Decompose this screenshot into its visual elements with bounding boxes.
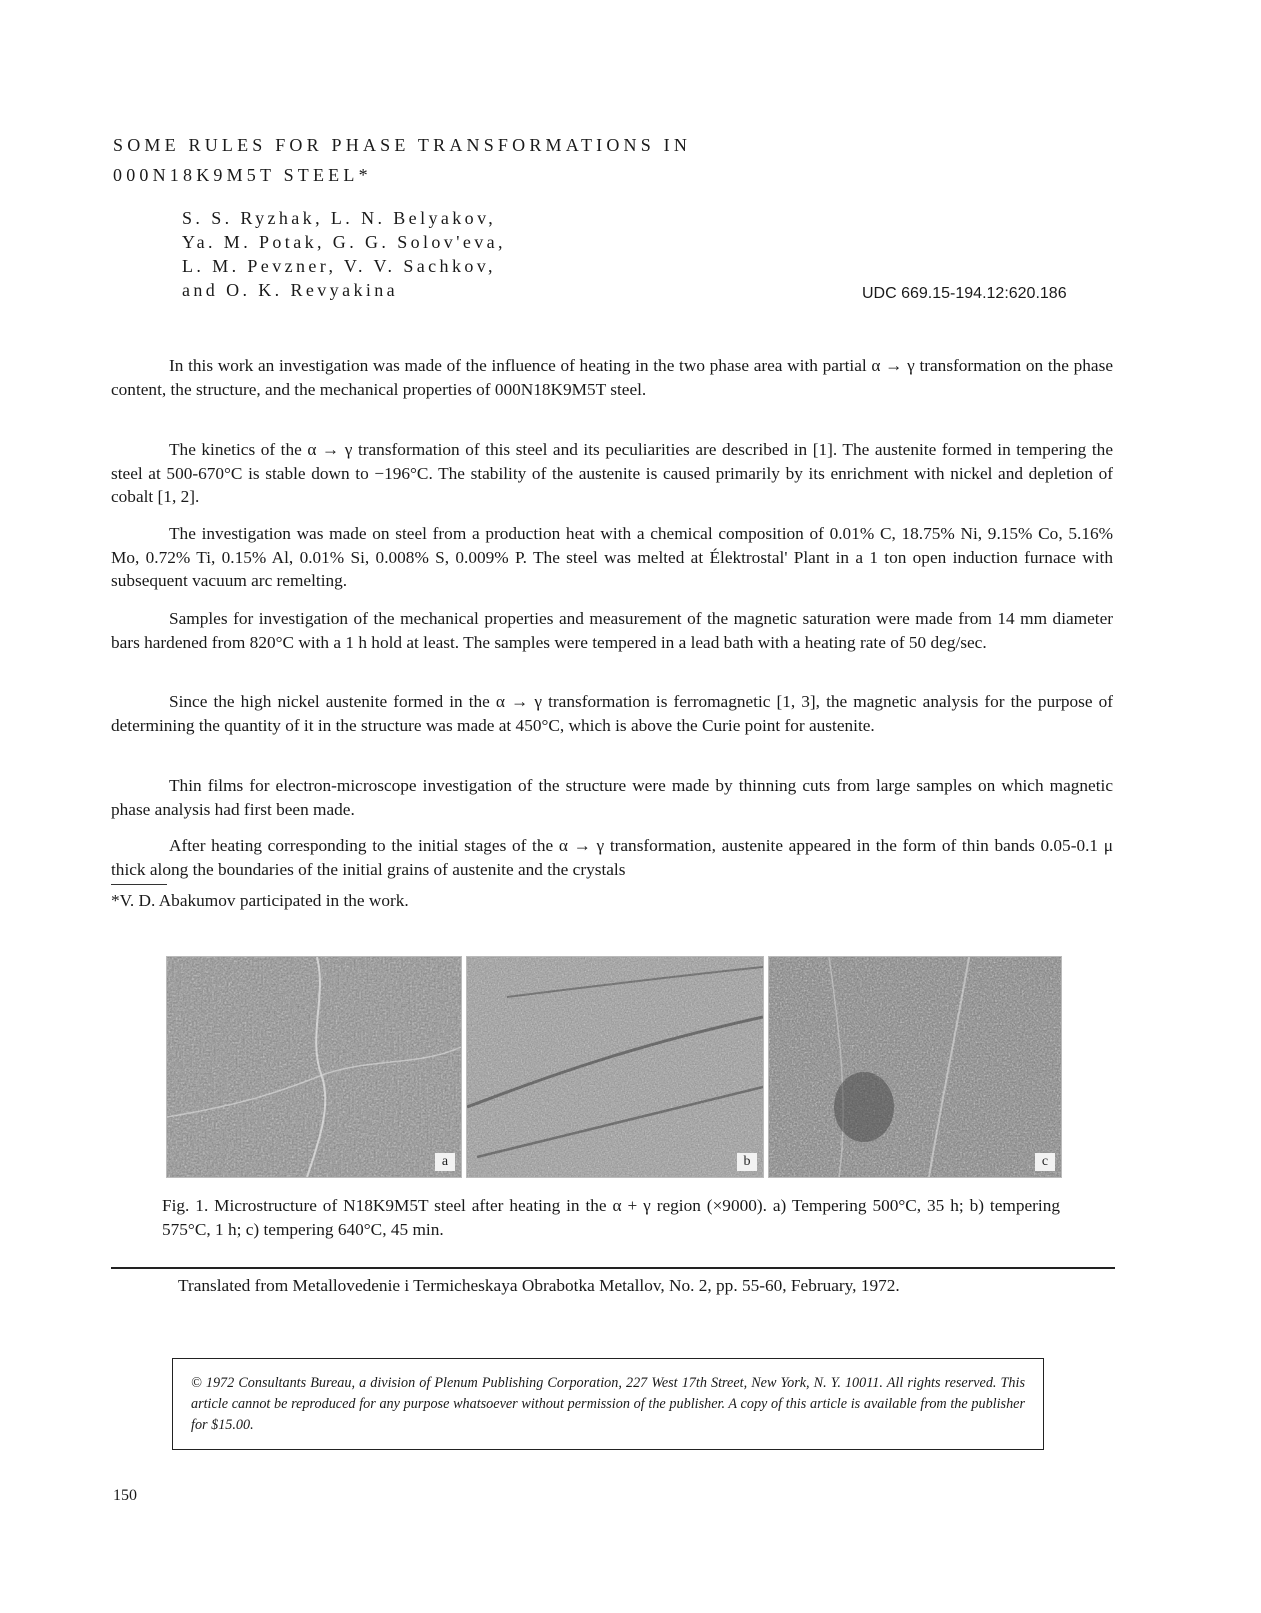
paragraph-intro: In this work an investigation was made of the influence of heating in the two phase area with partial α → γ transformation on the phase content, the structure, and the mechanical properties of 000N18K9M5T steel. xyxy=(111,356,1113,399)
micrograph-b xyxy=(466,956,764,1178)
paragraph-thin-films: Thin films for electron-microscope investigation of the structure were made by thinning cuts from large samples on which magnetic phase analysis had first been made. xyxy=(111,776,1113,819)
author-line: and O. K. Revyakina xyxy=(182,280,399,300)
udc-code: UDC 669.15-194.12:620.186 xyxy=(862,285,1067,302)
footnote: *V. D. Abakumov participated in the work. xyxy=(111,891,409,910)
paragraph-magnetic: Since the high nickel austenite formed in the α → γ transformation is ferromagnetic [1, 3], the magnetic analysis for the purpose of determining the quantity of it in the structure was made at 450°C, which is above the Curie point for austenite. xyxy=(111,692,1113,735)
paragraph-heating: After heating corresponding to the initial stages of the α → γ transformation, austenite appeared in the form of thin bands 0.05-0.1 μ thick along the boundaries of the initial grains of austenite and the crystals xyxy=(111,836,1113,879)
article-title xyxy=(113,130,691,190)
author-line: S. S. Ryzhak, L. N. Belyakov, xyxy=(182,208,497,228)
micrograph-c xyxy=(768,956,1062,1178)
copyright-text: © 1972 Consultants Bureau, a division of Plenum Publishing Corporation, 227 West 17th Street, New York, N. Y. 10011. All rights reserved. This article cannot be reproduced for any purpose whatsoever without permission of the publisher. A copy of this article is available from the publisher for $15.00. xyxy=(191,1375,1025,1433)
paragraph-samples: Samples for investigation of the mechanical properties and measurement of the magnetic saturation were made from 14 mm diameter bars hardened from 820°C with a 1 h hold at least. The samples were tempered in a lead bath with a heating rate of 50 deg/sec. xyxy=(111,609,1113,652)
author-line: L. M. Pevzner, V. V. Sachkov, xyxy=(182,256,496,276)
translation-rule xyxy=(111,1267,1115,1269)
micrograph-label-b: b xyxy=(737,1153,757,1171)
micrograph-label-c: c xyxy=(1035,1153,1055,1171)
paragraph-kinetics: The kinetics of the α → γ transformation of this steel and its peculiarities are described in [1]. The austenite formed in tempering the steel at 500-670°C is stable down to −196°C. The stability of the austenite is caused primarily by its enrichment with nickel and depletion of cobalt [1, 2]. xyxy=(111,440,1113,506)
micrograph-a-texture xyxy=(167,957,461,1177)
author-line: Ya. M. Potak, G. G. Solov'eva, xyxy=(182,232,506,252)
paragraph-composition: The investigation was made on steel from a production heat with a chemical composition of 0.01% C, 18.75% Ni, 9.15% Co, 5.16% Mo, 0.72% Ti, 0.15% Al, 0.01% Si, 0.008% S, 0.009% P. The steel was melted at Élektrostal' Plant in a 1 ton open induction furnace with subsequent vacuum arc remelting. xyxy=(111,524,1113,590)
copyright-box xyxy=(172,1358,1044,1450)
page-number: 150 xyxy=(113,1487,137,1504)
micrograph-label-a: a xyxy=(435,1153,455,1171)
translation-note: Translated from Metallovedenie i Termicheskaya Obrabotka Metallov, No. 2, pp. 55-60, February, 1972. xyxy=(178,1276,900,1295)
micrograph-a xyxy=(166,956,462,1178)
title-line-2: 000N18K9M5T STEEL* xyxy=(113,165,372,185)
micrograph-b-texture xyxy=(467,957,763,1177)
author-list xyxy=(182,206,506,302)
figure-caption: Fig. 1. Microstructure of N18K9M5T steel after heating in the α + γ region (×9000). a) Tempering 500°C, 35 h; b) tempering 575°C, 1 h; c) tempering 640°C, 45 min. xyxy=(162,1196,1060,1239)
footnote-rule xyxy=(111,884,167,885)
micrograph-c-texture xyxy=(769,957,1061,1177)
title-line-1: SOME RULES FOR PHASE TRANSFORMATIONS IN xyxy=(113,135,692,155)
